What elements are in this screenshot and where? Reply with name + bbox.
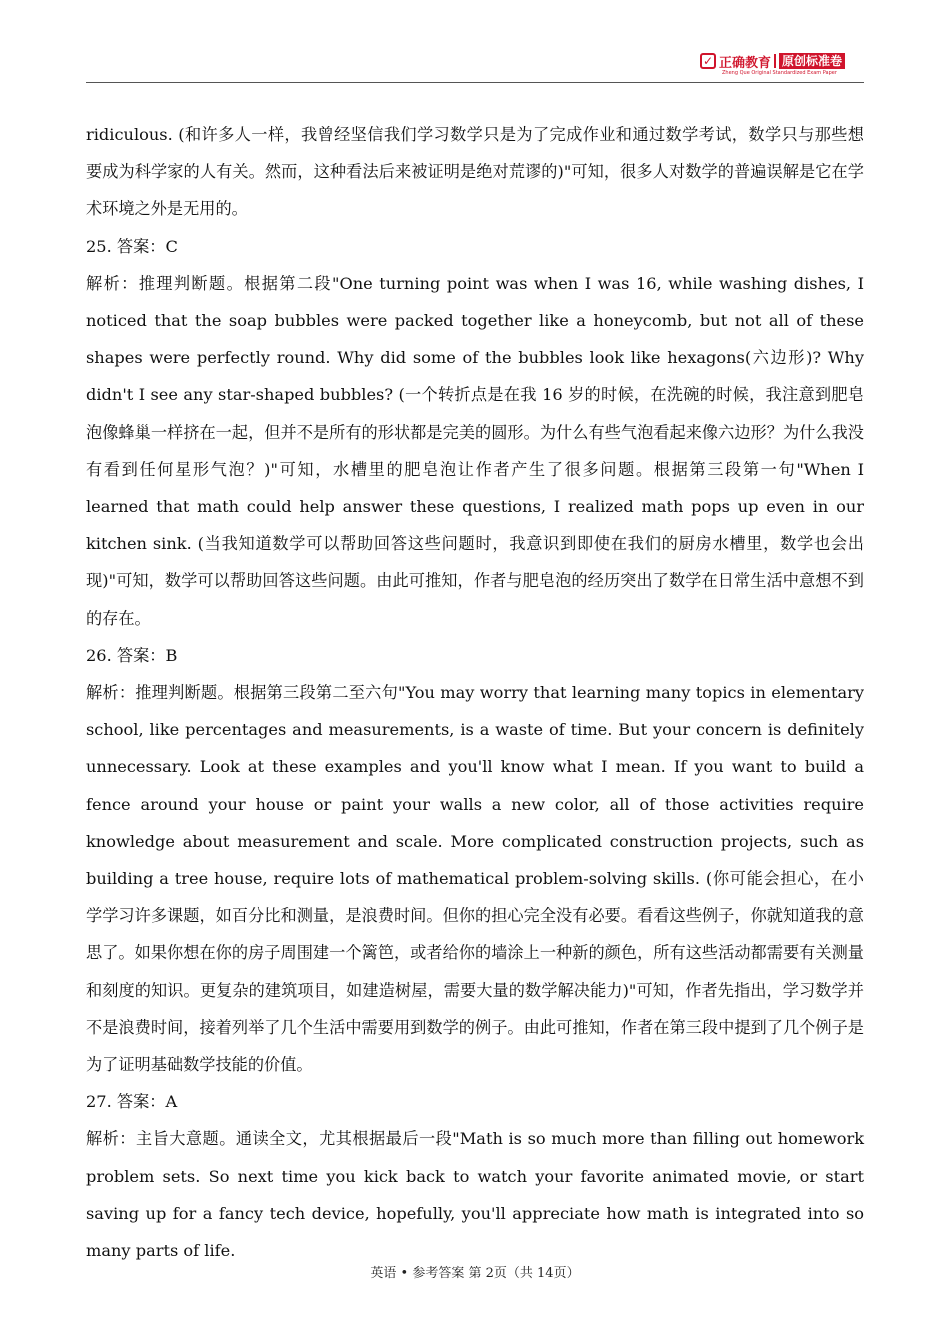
header-divider <box>86 82 864 83</box>
logo-subtitle: Zheng Que Original Standardized Exam Paper <box>722 70 837 76</box>
explanation-26: 解析：推理判断题。根据第三段第二至六句"You may worry that learning many topics in elementary school, like percentages and measurements, is a waste of time. But your concern is definitely unnecessary. Look at these examples and you'll know what I mean. If you want to build a fence around your house or paint your walls a new color, all of those activities require knowledge about measurement and scale. More complicated construction projects, such as building a tree house, require lots of mathematical problem-solving skills. (你可能会担心，在小学学习许多课题，如百分比和测量，是浪费时间。但你的担心完全没有必要。看看这些例子，你就知道我的意思了。如果你想在你的房子周围建一个篱笆，或者给你的墙涂上一种新的颜色，所有这些活动都需要有关测量和刻度的知识。更复杂的建筑项目，如建造树屋，需要大量的数学解决能力)"可知，作者先指出，学习数学并不是浪费时间，接着列举了几个生活中需要用到数学的例子。由此可推知，作者在第三段中提到了几个例子是为了证明基础数学技能的价值。 <box>86 683 864 1075</box>
checkmark-icon: ✓ <box>700 53 716 69</box>
explanation-27: 解析：主旨大意题。通读全文，尤其根据最后一段"Math is so much more than filling out homework problem sets. So next time you kick back to watch your favorite animated movie, or start saving up for a fancy tech device, hopefully, you'll appreciate how math is integrated into so many parts of life. <box>86 1129 864 1261</box>
logo-slogan: 原创标准卷 <box>779 53 845 69</box>
explanation-25: 解析：推理判断题。根据第二段"One turning point was when I was 16, while washing dishes, I noticed that the soap bubbles were packed together like a honeycomb, but not all of these shapes were perfectly round. Why did some of the bubbles look like hexagons(六边形)? Why didn't I see any star-shaped bubbles? (一个转折点是在我 16 岁的时候，在洗碗的时候，我注意到肥皂泡像蜂巢一样挤在一起，但并不是所有的形状都是完美的圆形。为什么有些气泡看起来像六边形？为什么我没有看到任何星形气泡？)"可知，水槽里的肥皂泡让作者产生了很多问题。根据第三段第一句"When I learned that math could help answer these questions, I realized math pops up even in our kitchen sink. (当我知道数学可以帮助回答这些问题时，我意识到即使在我们的厨房水槽里，数学也会出现)"可知，数学可以帮助回答这些问题。由此可推知，作者与肥皂泡的经历突出了数学在日常生活中意想不到的存在。 <box>86 273 864 628</box>
header-logo <box>700 52 860 78</box>
answer-25: 25. 答案：C <box>86 236 178 256</box>
page-footer: 英语 • 参考答案 第 2页（共 14页） <box>370 1266 580 1281</box>
logo-divider <box>774 54 776 68</box>
answer-27: 27. 答案：A <box>86 1092 178 1112</box>
answer-content <box>86 116 864 1269</box>
answer-26: 26. 答案：B <box>86 645 178 665</box>
paragraph-24-end: ridiculous. (和许多人一样，我曾经坚信我们学习数学只是为了完成作业和通过数学考试，数学只与那些想要成为科学家的人有关。然而，这种看法后来被证明是绝对荒谬的)"可知，很多人对数学的普遍误解是它在学术环境之外是无用的。 <box>86 125 864 219</box>
logo-brand-name: 正确教育 <box>719 55 772 71</box>
